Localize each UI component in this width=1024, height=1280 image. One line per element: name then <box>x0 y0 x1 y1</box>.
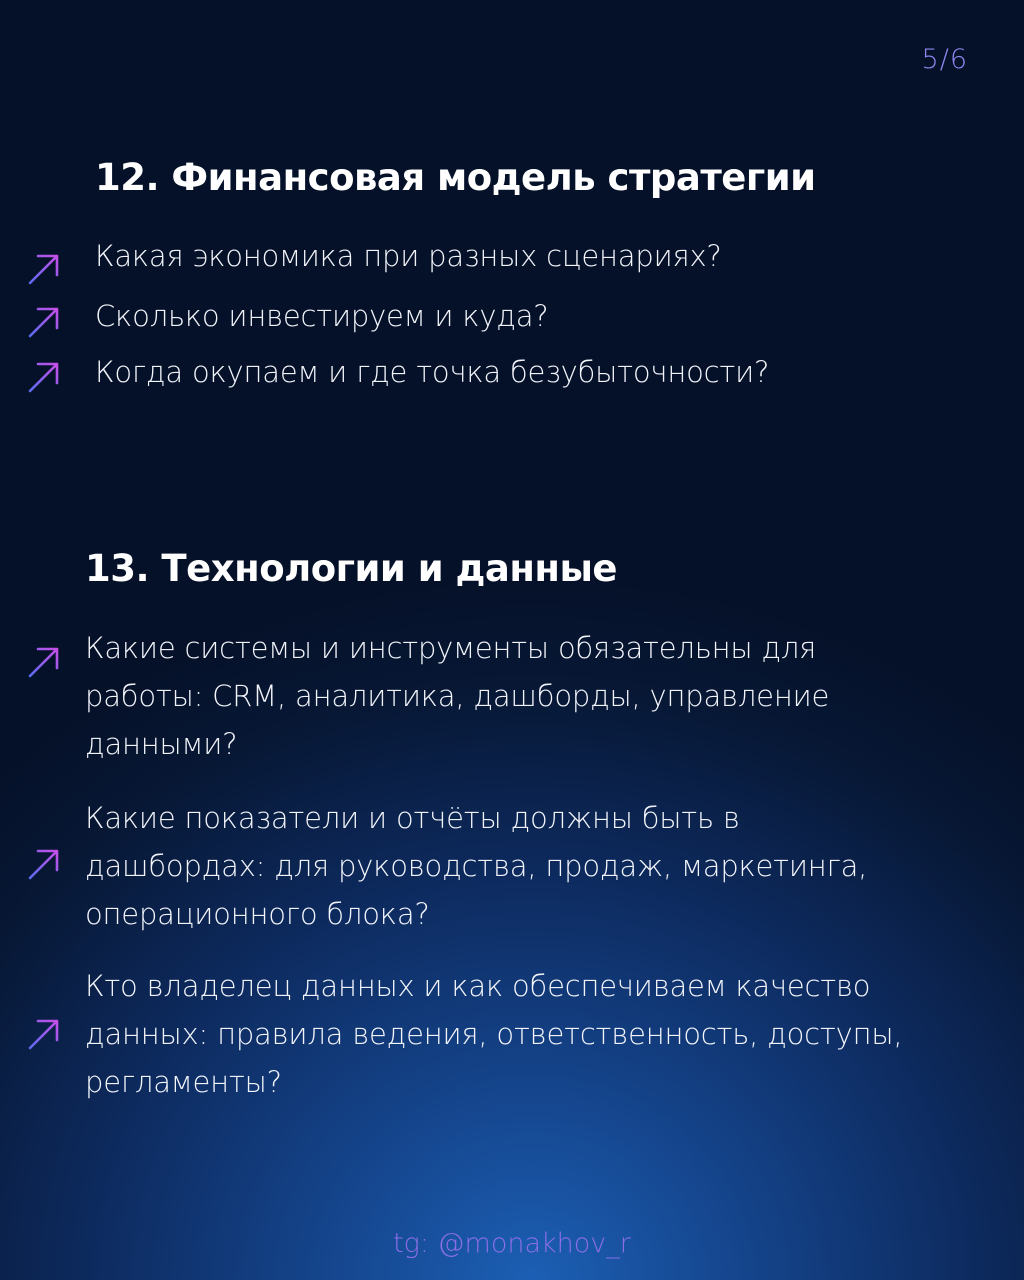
item-text-line: дашбордах: для руководства, продаж, маркетинга, <box>85 849 868 883</box>
item-text: Какая экономика при разных сценариях? <box>95 239 722 273</box>
page-counter: 5/6 <box>921 44 968 75</box>
item-text-line: Кто владелец данных и как обеспечиваем качество <box>85 969 871 1003</box>
item-text: Сколько инвестируем и куда? <box>95 299 549 333</box>
item-text-line: работы: CRM, аналитика, дашборды, управление <box>85 679 830 713</box>
item-text: Когда окупаем и где точка безубыточности? <box>95 355 770 389</box>
arrow-up-right-icon <box>26 644 62 680</box>
arrow-up-right-icon <box>26 1016 62 1052</box>
item-text-line: данными? <box>85 727 238 761</box>
arrow-up-right-icon <box>26 846 62 882</box>
item-text-line: Какие системы и инструменты обязательны для <box>85 631 817 665</box>
item-text-line: операционного блока? <box>85 897 430 931</box>
arrow-up-right-icon <box>26 251 62 287</box>
item-text-line: Какие показатели и отчёты должны быть в <box>85 801 740 835</box>
arrow-up-right-icon <box>26 359 62 395</box>
item-text-line: данных: правила ведения, ответственность, доступы, <box>85 1017 903 1051</box>
section-title: 13. Технологии и данные <box>85 547 618 590</box>
telegram-handle-footer: tg: @monakhov_r <box>393 1228 631 1259</box>
section-title: 12. Финансовая модель стратегии <box>95 156 816 199</box>
item-text-line: регламенты? <box>85 1065 282 1099</box>
arrow-up-right-icon <box>26 304 62 340</box>
